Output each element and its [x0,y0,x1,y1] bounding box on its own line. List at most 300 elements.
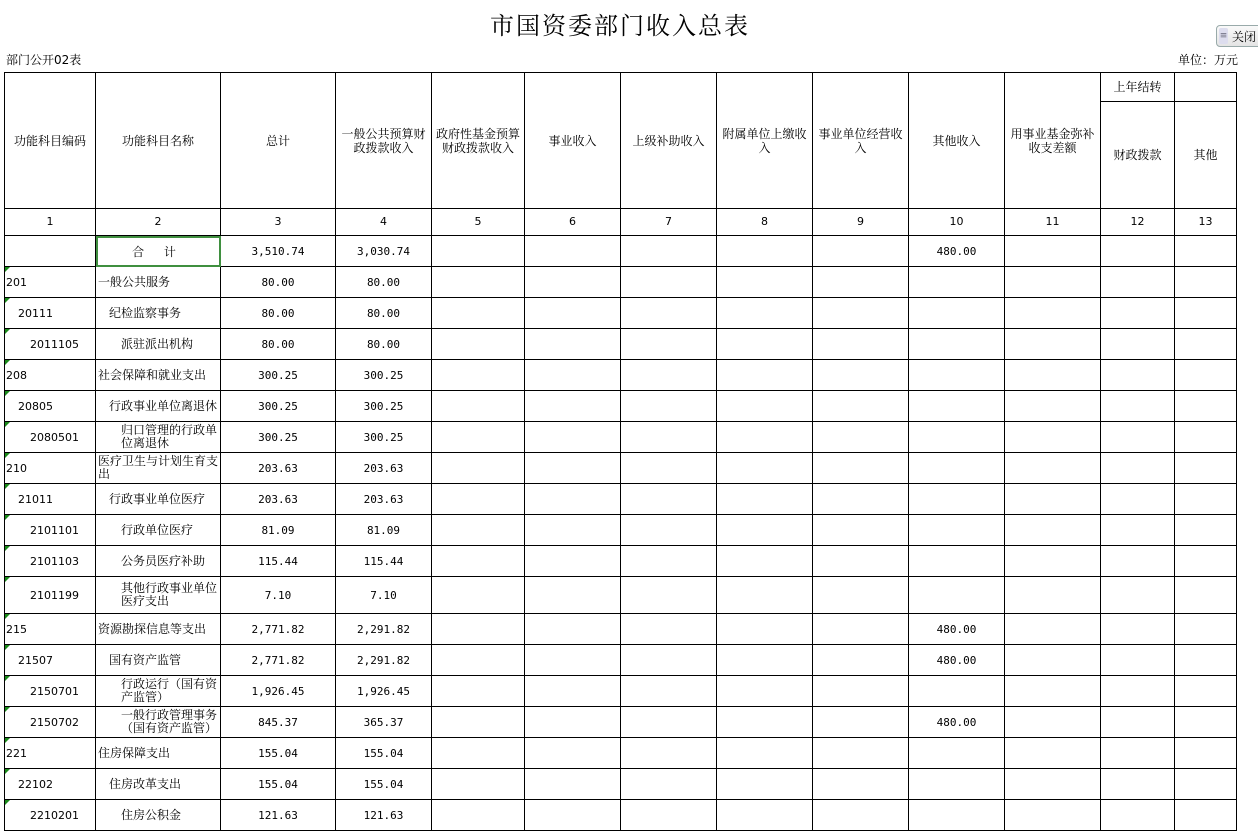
table-cell[interactable] [1005,738,1101,769]
table-cell[interactable] [1101,484,1175,515]
table-cell[interactable] [1005,769,1101,800]
table-cell[interactable] [621,267,717,298]
row-other-income[interactable] [909,484,1005,515]
table-cell[interactable] [717,800,813,831]
table-cell[interactable] [717,267,813,298]
table-cell[interactable] [1005,236,1101,267]
table-cell[interactable] [813,676,909,707]
row-name[interactable]: 住房保障支出 [96,738,221,769]
header-carryover: 上年结转 [1101,73,1175,102]
table-cell[interactable] [717,360,813,391]
row-name[interactable]: 一般公共服务 [96,267,221,298]
row-other-income[interactable] [909,800,1005,831]
table-cell[interactable] [525,645,621,676]
row-code[interactable]: 2150701 [5,676,96,707]
table-cell[interactable] [1175,298,1237,329]
row-total[interactable]: 1,926.45 [221,676,336,707]
row-other-income[interactable] [909,329,1005,360]
table-cell[interactable] [525,329,621,360]
total-row[interactable] [5,236,1237,267]
table-cell[interactable] [621,360,717,391]
table-cell[interactable] [621,391,717,422]
table-cell[interactable] [717,515,813,546]
table-cell[interactable] [1175,422,1237,453]
table-cell[interactable] [717,707,813,738]
row-general-budget[interactable]: 300.25 [336,422,432,453]
column-number: 8 [717,209,813,236]
row-code[interactable]: 20111 [5,298,96,329]
row-other-income[interactable]: 480.00 [909,707,1005,738]
table-cell[interactable] [432,645,525,676]
table-cell[interactable] [717,329,813,360]
table-cell[interactable] [1005,267,1101,298]
row-code[interactable]: 21507 [5,645,96,676]
table-cell[interactable] [813,707,909,738]
table-cell[interactable] [621,707,717,738]
table-cell[interactable] [1005,391,1101,422]
table-cell[interactable] [621,577,717,614]
close-button-label: 关闭 [1232,29,1257,44]
table-cell[interactable] [525,484,621,515]
header-gov-fund: 政府性基金预算财政拨款收入 [432,73,525,209]
row-name[interactable]: 医疗卫生与计划生育支出 [96,453,221,484]
table-cell[interactable] [717,738,813,769]
table-cell[interactable] [432,800,525,831]
table-row[interactable] [5,453,1237,484]
table-cell[interactable] [432,391,525,422]
row-other-income[interactable] [909,360,1005,391]
table-cell[interactable] [432,577,525,614]
total-total[interactable]: 3,510.74 [221,236,336,267]
row-other-income[interactable] [909,546,1005,577]
table-cell[interactable] [717,236,813,267]
table-cell[interactable] [432,236,525,267]
header-fund-cover: 用事业基金弥补收支差额 [1005,73,1101,209]
table-cell[interactable] [621,769,717,800]
table-cell[interactable] [1101,707,1175,738]
table-cell[interactable] [1005,614,1101,645]
table-cell[interactable] [525,515,621,546]
column-number: 10 [909,209,1005,236]
table-cell[interactable] [1175,577,1237,614]
table-cell[interactable] [1101,360,1175,391]
table-cell[interactable] [717,391,813,422]
grip-icon: ≡ [1219,28,1228,44]
column-number: 3 [221,209,336,236]
table-cell[interactable] [525,360,621,391]
table-cell[interactable] [1175,267,1237,298]
row-other-income[interactable] [909,267,1005,298]
row-general-budget[interactable]: 80.00 [336,267,432,298]
table-cell[interactable] [621,738,717,769]
table-cell[interactable] [813,236,909,267]
header-name: 功能科目名称 [96,73,221,209]
row-code[interactable]: 201 [5,267,96,298]
table-cell[interactable] [1175,329,1237,360]
column-number: 9 [813,209,909,236]
row-code[interactable]: 21011 [5,484,96,515]
unit-label: 单位：万元 [1177,53,1238,67]
row-total[interactable]: 80.00 [221,329,336,360]
table-cell[interactable] [525,800,621,831]
income-table [4,72,1237,831]
header-general-budget: 一般公共预算财政拨款收入 [336,73,432,209]
row-total[interactable]: 203.63 [221,484,336,515]
row-code[interactable]: 2150702 [5,707,96,738]
table-row[interactable] [5,515,1237,546]
row-other-income[interactable] [909,422,1005,453]
column-number: 13 [1175,209,1237,236]
table-cell[interactable] [432,329,525,360]
table-cell[interactable] [717,614,813,645]
row-other-income[interactable] [909,769,1005,800]
header-total: 总计 [221,73,336,209]
row-name[interactable]: 派驻派出机构 [96,329,221,360]
table-cell[interactable] [1101,298,1175,329]
total-other-income[interactable]: 480.00 [909,236,1005,267]
table-cell[interactable] [621,422,717,453]
table-cell[interactable] [432,546,525,577]
row-general-budget[interactable]: 365.37 [336,707,432,738]
table-cell[interactable] [1101,453,1175,484]
table-cell[interactable] [813,422,909,453]
table-cell[interactable] [621,453,717,484]
row-name[interactable]: 其他行政事业单位医疗支出 [96,577,221,614]
row-name[interactable]: 归口管理的行政单位离退休 [96,422,221,453]
table-cell[interactable] [1175,614,1237,645]
table-row[interactable] [5,422,1237,453]
row-total[interactable]: 80.00 [221,298,336,329]
table-row[interactable] [5,546,1237,577]
row-other-income[interactable] [909,738,1005,769]
row-name[interactable]: 行政单位医疗 [96,515,221,546]
table-row[interactable] [5,614,1237,645]
table-cell[interactable] [432,267,525,298]
table-cell[interactable] [717,422,813,453]
table-cell[interactable] [717,645,813,676]
row-code[interactable]: 215 [5,614,96,645]
table-cell[interactable] [621,484,717,515]
table-cell[interactable] [717,577,813,614]
table-cell[interactable] [1175,236,1237,267]
row-total[interactable]: 155.04 [221,769,336,800]
table-cell[interactable] [432,453,525,484]
table-cell[interactable] [621,676,717,707]
table-cell[interactable] [432,484,525,515]
header-other: 其他 [1175,102,1237,209]
table-cell[interactable] [717,769,813,800]
table-cell[interactable] [1175,676,1237,707]
table-cell[interactable] [1005,515,1101,546]
table-row[interactable] [5,391,1237,422]
row-total[interactable]: 300.25 [221,422,336,453]
table-row[interactable] [5,329,1237,360]
row-general-budget[interactable]: 1,926.45 [336,676,432,707]
table-cell[interactable] [1175,391,1237,422]
table-cell[interactable] [1175,360,1237,391]
column-number: 7 [621,209,717,236]
table-cell[interactable] [813,360,909,391]
row-general-budget[interactable]: 155.04 [336,738,432,769]
table-cell[interactable] [1005,360,1101,391]
table-row[interactable] [5,800,1237,831]
row-name[interactable]: 国有资产监管 [96,645,221,676]
table-cell[interactable] [1005,298,1101,329]
table-row[interactable] [5,484,1237,515]
table-cell[interactable] [1175,515,1237,546]
row-total[interactable]: 115.44 [221,546,336,577]
row-other-income[interactable]: 480.00 [909,645,1005,676]
table-cell[interactable] [717,676,813,707]
column-number: 12 [1101,209,1175,236]
row-code[interactable]: 210 [5,453,96,484]
table-cell[interactable] [525,267,621,298]
form-code: 部门公开02表 [6,53,82,67]
row-code[interactable]: 20805 [5,391,96,422]
column-number: 5 [432,209,525,236]
table-cell[interactable] [1005,800,1101,831]
table-cell[interactable] [1175,707,1237,738]
row-code[interactable]: 22102 [5,769,96,800]
row-name[interactable]: 行政事业单位离退休 [96,391,221,422]
row-total[interactable]: 203.63 [221,453,336,484]
table-cell[interactable] [1101,422,1175,453]
table-cell[interactable] [813,453,909,484]
row-other-income[interactable] [909,515,1005,546]
total-code[interactable] [5,236,96,267]
table-cell[interactable] [813,391,909,422]
table-row[interactable] [5,707,1237,738]
table-cell[interactable] [1005,676,1101,707]
row-total[interactable]: 121.63 [221,800,336,831]
column-number: 11 [1005,209,1101,236]
row-general-budget[interactable]: 80.00 [336,298,432,329]
header-other-income: 其他收入 [909,73,1005,209]
row-name[interactable]: 社会保障和就业支出 [96,360,221,391]
table-cell[interactable] [1101,577,1175,614]
row-general-budget[interactable]: 2,291.82 [336,614,432,645]
table-cell[interactable] [1005,577,1101,614]
table-cell[interactable] [621,546,717,577]
table-cell[interactable] [813,298,909,329]
table-cell[interactable] [525,422,621,453]
table-cell[interactable] [1175,453,1237,484]
table-cell[interactable] [525,453,621,484]
table-cell[interactable] [1101,769,1175,800]
table-cell[interactable] [1005,422,1101,453]
table-cell[interactable] [1101,267,1175,298]
table-cell[interactable] [432,676,525,707]
header-affiliated-income: 附属单位上缴收入 [717,73,813,209]
table-row[interactable] [5,267,1237,298]
table-cell[interactable] [621,515,717,546]
header-superior-subsidy: 上级补助收入 [621,73,717,209]
row-general-budget[interactable]: 121.63 [336,800,432,831]
column-number: 2 [96,209,221,236]
row-total[interactable]: 155.04 [221,738,336,769]
row-code[interactable]: 2011105 [5,329,96,360]
row-other-income[interactable] [909,676,1005,707]
row-code[interactable]: 208 [5,360,96,391]
table-cell[interactable] [1101,329,1175,360]
row-name[interactable]: 纪检监察事务 [96,298,221,329]
table-cell[interactable] [717,546,813,577]
row-general-budget[interactable]: 300.25 [336,391,432,422]
table-cell[interactable] [621,236,717,267]
row-general-budget[interactable]: 155.04 [336,769,432,800]
column-number: 6 [525,209,621,236]
row-general-budget[interactable]: 203.63 [336,484,432,515]
table-cell[interactable] [621,298,717,329]
table-cell[interactable] [813,614,909,645]
row-general-budget[interactable]: 2,291.82 [336,645,432,676]
row-total[interactable]: 845.37 [221,707,336,738]
row-code[interactable]: 2101103 [5,546,96,577]
table-cell[interactable] [432,515,525,546]
table-cell[interactable] [717,453,813,484]
table-cell[interactable] [1101,236,1175,267]
row-other-income[interactable] [909,298,1005,329]
table-cell[interactable] [1005,546,1101,577]
header-code: 功能科目编码 [5,73,96,209]
table-cell[interactable] [621,800,717,831]
table-row[interactable] [5,769,1237,800]
table-cell[interactable] [813,267,909,298]
row-other-income[interactable] [909,453,1005,484]
row-code[interactable]: 2101101 [5,515,96,546]
row-other-income[interactable] [909,391,1005,422]
table-row[interactable] [5,676,1237,707]
table-cell[interactable] [525,236,621,267]
row-other-income[interactable] [909,577,1005,614]
table-cell[interactable] [1101,614,1175,645]
table-cell[interactable] [1101,391,1175,422]
table-cell[interactable] [1101,546,1175,577]
table-row[interactable] [5,298,1237,329]
row-general-budget[interactable]: 80.00 [336,329,432,360]
table-cell[interactable] [813,329,909,360]
table-row[interactable] [5,360,1237,391]
table-cell[interactable] [813,577,909,614]
table-cell[interactable] [1005,484,1101,515]
row-code[interactable]: 2210201 [5,800,96,831]
row-other-income[interactable]: 480.00 [909,614,1005,645]
header-business-income: 事业收入 [525,73,621,209]
table-cell[interactable] [621,329,717,360]
total-name[interactable]: 合 计 [96,236,221,267]
table-cell[interactable] [813,769,909,800]
table-cell[interactable] [1101,738,1175,769]
table-row[interactable] [5,577,1237,614]
table-cell[interactable] [717,298,813,329]
row-name[interactable]: 行政事业单位医疗 [96,484,221,515]
table-cell[interactable] [1175,800,1237,831]
row-name[interactable]: 住房改革支出 [96,769,221,800]
table-cell[interactable] [525,546,621,577]
table-cell[interactable] [813,645,909,676]
row-code[interactable]: 2080501 [5,422,96,453]
column-number: 1 [5,209,96,236]
table-cell[interactable] [1101,800,1175,831]
table-cell[interactable] [432,769,525,800]
table-cell[interactable] [525,707,621,738]
table-cell[interactable] [525,298,621,329]
row-code[interactable]: 2101199 [5,577,96,614]
table-cell[interactable] [813,515,909,546]
table-cell[interactable] [717,484,813,515]
table-cell[interactable] [432,738,525,769]
table-row[interactable] [5,645,1237,676]
row-general-budget[interactable]: 81.09 [336,515,432,546]
table-cell[interactable] [621,614,717,645]
table-cell[interactable] [1175,645,1237,676]
table-cell[interactable] [1175,769,1237,800]
row-total[interactable]: 2,771.82 [221,645,336,676]
row-name[interactable]: 资源勘探信息等支出 [96,614,221,645]
page-title: 市国资委部门收入总表 [490,12,750,40]
table-cell[interactable] [525,769,621,800]
row-total[interactable]: 2,771.82 [221,614,336,645]
table-cell[interactable] [1005,329,1101,360]
row-total[interactable]: 80.00 [221,267,336,298]
row-general-budget[interactable]: 115.44 [336,546,432,577]
table-cell[interactable] [432,614,525,645]
table-cell[interactable] [432,298,525,329]
row-general-budget[interactable]: 7.10 [336,577,432,614]
table-cell[interactable] [1101,515,1175,546]
table-cell[interactable] [1101,676,1175,707]
row-general-budget[interactable]: 203.63 [336,453,432,484]
row-general-budget[interactable]: 300.25 [336,360,432,391]
header-fiscal: 财政拨款 [1101,102,1175,209]
table-cell[interactable] [525,391,621,422]
row-name[interactable]: 一般行政管理事务（国有资产监管） [96,707,221,738]
total-general[interactable]: 3,030.74 [336,236,432,267]
row-name[interactable]: 公务员医疗补助 [96,546,221,577]
table-cell[interactable] [525,676,621,707]
row-total[interactable]: 300.25 [221,360,336,391]
table-cell[interactable] [1101,645,1175,676]
table-row[interactable] [5,738,1237,769]
table-cell[interactable] [813,800,909,831]
table-cell[interactable] [1175,484,1237,515]
column-number: 4 [336,209,432,236]
table-cell[interactable] [1005,645,1101,676]
table-cell[interactable] [1005,453,1101,484]
header-operating-income: 事业单位经营收入 [813,73,909,209]
row-total[interactable]: 300.25 [221,391,336,422]
row-name[interactable]: 住房公积金 [96,800,221,831]
row-name[interactable]: 行政运行（国有资产监管） [96,676,221,707]
table-cell[interactable] [1005,707,1101,738]
row-total[interactable]: 7.10 [221,577,336,614]
table-cell[interactable] [525,577,621,614]
close-button[interactable] [1216,25,1258,47]
table-cell[interactable] [525,738,621,769]
row-total[interactable]: 81.09 [221,515,336,546]
row-code[interactable]: 221 [5,738,96,769]
table-cell[interactable] [813,484,909,515]
table-cell[interactable] [813,738,909,769]
table-cell[interactable] [1175,546,1237,577]
table-cell[interactable] [432,360,525,391]
table-cell[interactable] [432,422,525,453]
table-cell[interactable] [813,546,909,577]
table-cell[interactable] [621,645,717,676]
table-cell[interactable] [432,707,525,738]
table-cell[interactable] [525,614,621,645]
table-cell[interactable] [1175,738,1237,769]
